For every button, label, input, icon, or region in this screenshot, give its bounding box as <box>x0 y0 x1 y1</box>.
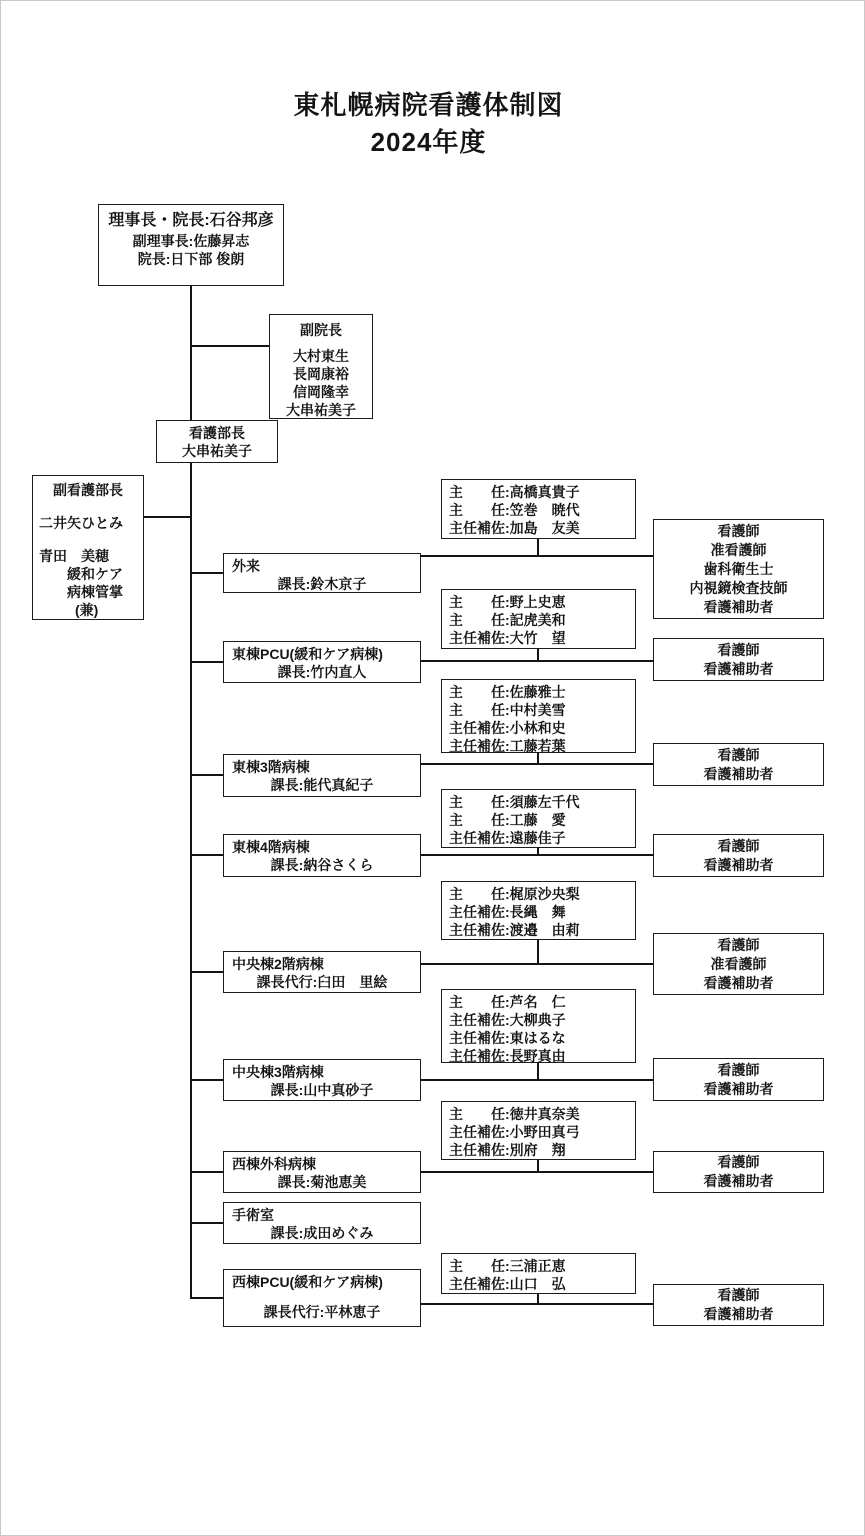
connector-dept-8-left <box>190 1297 223 1299</box>
staff-line: 主任補佐:小林和史 <box>449 720 566 736</box>
staff-line: 主 任:笠巻 暁代 <box>449 502 580 518</box>
team-box-higashi-4f <box>653 834 824 877</box>
team-line: 看護補助者 <box>703 856 774 873</box>
team-line: 看護師 <box>717 837 760 854</box>
staff-box-higashi-pcu <box>441 589 636 649</box>
team-line: 看護補助者 <box>703 974 774 991</box>
staff-line: 主 任:高橋真貴子 <box>449 484 580 500</box>
connector-vice-directors <box>190 345 269 347</box>
team-line: 看護師 <box>717 936 760 953</box>
deputy-nursing-director-box <box>32 475 144 620</box>
team-line: 看護師 <box>717 1061 760 1078</box>
dept-box-higashi-3f <box>223 754 421 797</box>
team-box-higashi-pcu <box>653 638 824 681</box>
page-title-line2: 2024年度 <box>370 127 487 157</box>
executive-line3: 院長:日下部 俊朗 <box>137 251 245 267</box>
connector-dept-2-left <box>190 774 223 776</box>
vice-director-name: 信岡隆幸 <box>293 384 349 400</box>
connector-deputy-nursing-director <box>144 516 191 518</box>
connector-dept-6-left <box>190 1171 223 1173</box>
staff-line: 主任補佐:遠藤佳子 <box>449 830 566 846</box>
connector-staff-7-stub <box>537 1294 539 1304</box>
staff-line: 主 任:中村美雪 <box>449 702 566 718</box>
staff-line: 主 任:三浦正恵 <box>449 1258 566 1274</box>
vice-director-name: 大串祐美子 <box>286 402 356 418</box>
staff-line: 主任補佐:長野真由 <box>449 1048 566 1064</box>
team-line: 看護師 <box>717 641 760 658</box>
connector-staff-0-stub <box>537 539 539 556</box>
staff-line: 主 任:須藤左千代 <box>449 794 580 810</box>
team-line: 看護補助者 <box>703 660 774 677</box>
connector-staff-3-stub <box>537 848 539 855</box>
executive-line2: 副理事長:佐藤昇志 <box>132 233 250 249</box>
staff-line: 主任補佐:小野田真弓 <box>449 1124 580 1140</box>
staff-line: 主任補佐:長縄 舞 <box>449 904 566 920</box>
team-box-higashi-3f <box>653 743 824 786</box>
team-line: 看護師 <box>717 522 760 539</box>
connector-dept-7-left <box>190 1222 223 1224</box>
dept-manager: 課長:成田めぐみ <box>270 1225 374 1241</box>
vice-director-name: 大村東生 <box>293 348 349 364</box>
dept-manager: 課長:菊池恵美 <box>277 1174 367 1190</box>
nursing-director-title: 看護部長 <box>189 425 245 441</box>
dept-name: 東棟PCU(緩和ケア病棟) <box>232 646 383 662</box>
dept-name: 中央棟2階病棟 <box>232 956 324 972</box>
connector-dept-3-left <box>190 854 223 856</box>
executive-line1: 理事長・院長:石谷邦彦 <box>108 212 274 229</box>
team-box-chuo-2f <box>653 933 824 995</box>
staff-line: 主 任:野上史恵 <box>449 594 566 610</box>
vice-director-name: 長岡康裕 <box>293 366 349 382</box>
team-line: 看護補助者 <box>703 1306 774 1322</box>
staff-box-chuo-3f <box>441 989 636 1063</box>
connector-staff-1-stub <box>537 649 539 661</box>
team-box-chuo-3f <box>653 1058 824 1101</box>
dept-manager: 課長:鈴木京子 <box>277 576 367 592</box>
team-line: 看護補助者 <box>703 1173 774 1189</box>
dept-name: 東棟4階病棟 <box>232 839 310 855</box>
staff-box-nishi-pcu <box>441 1253 636 1294</box>
staff-line: 主 任:佐藤雅士 <box>449 684 566 700</box>
staff-line: 主 任:記虎美和 <box>449 612 566 628</box>
staff-line: 主 任:芦名 仁 <box>449 994 566 1010</box>
nursing-director-name: 大串祐美子 <box>182 443 252 459</box>
staff-line: 主 任:徳井真奈美 <box>449 1106 580 1122</box>
dept-manager: 課長:竹内直人 <box>277 664 367 680</box>
dept-box-shujutsushitsu <box>223 1202 421 1244</box>
vice-directors-title: 副院長 <box>300 322 342 338</box>
deputy-nursing-director-note2: 病棟管掌 <box>67 584 123 600</box>
dept-manager: 課長:山中真砂子 <box>270 1082 374 1098</box>
executive-box <box>98 204 284 286</box>
page-title-line1: 東札幌病院看護体制図 <box>293 90 564 120</box>
team-line: 看護師 <box>717 1287 760 1303</box>
deputy-nursing-director-note1: 緩和ケア <box>67 566 123 582</box>
dept-box-chuo-2f <box>223 951 421 993</box>
team-box-nishi-pcu <box>653 1284 824 1326</box>
connector-staff-4-stub <box>537 940 539 964</box>
dept-name: 手術室 <box>232 1207 274 1223</box>
team-box-gairai <box>653 519 824 619</box>
staff-line: 主任補佐:大柳典子 <box>449 1012 566 1028</box>
connector-dept-0-left <box>190 572 223 574</box>
nursing-director-box <box>156 420 278 463</box>
dept-name: 中央棟3階病棟 <box>232 1064 324 1080</box>
vice-directors-box <box>269 314 373 419</box>
dept-name: 西棟外科病棟 <box>232 1156 316 1172</box>
staff-line: 主 任:梶原沙央梨 <box>449 886 580 902</box>
staff-box-higashi-3f <box>441 679 636 753</box>
connector-dept-5-left <box>190 1079 223 1081</box>
staff-box-higashi-4f <box>441 789 636 848</box>
dept-box-gairai <box>223 553 421 593</box>
staff-line: 主任補佐:加島 友美 <box>449 520 580 536</box>
staff-line: 主任補佐:山口 弘 <box>449 1276 566 1292</box>
connector-staff-5-stub <box>537 1063 539 1080</box>
team-line: 看護補助者 <box>703 598 774 615</box>
connector-staff-6-stub <box>537 1160 539 1172</box>
team-box-nishi-geka <box>653 1151 824 1193</box>
team-line: 看護師 <box>717 746 760 763</box>
staff-line: 主任補佐:工藤若葉 <box>449 738 566 754</box>
staff-line: 主任補佐:大竹 望 <box>449 630 566 646</box>
deputy-nursing-director-name1: 二井矢ひとみ <box>39 515 123 531</box>
staff-line: 主任補佐:別府 翔 <box>449 1142 566 1158</box>
staff-line: 主任補佐:東はるな <box>449 1030 566 1046</box>
dept-box-nishi-geka <box>223 1151 421 1193</box>
staff-box-nishi-geka <box>441 1101 636 1160</box>
staff-line: 主任補佐:渡邉 由莉 <box>449 922 580 938</box>
deputy-nursing-director-name2: 青田 美穂 <box>39 548 109 564</box>
dept-manager: 課長代行:平林恵子 <box>263 1304 381 1320</box>
dept-manager: 課長:納谷さくら <box>270 857 374 873</box>
dept-box-chuo-3f <box>223 1059 421 1101</box>
team-line: 看護師 <box>717 1154 760 1170</box>
team-line: 看護補助者 <box>703 1080 774 1097</box>
staff-box-gairai <box>441 479 636 539</box>
staff-box-chuo-2f <box>441 881 636 940</box>
dept-name: 外来 <box>232 558 260 574</box>
page-title <box>1 87 856 161</box>
deputy-nursing-director-title: 副看護部長 <box>53 482 123 498</box>
connector-dept-1-left <box>190 661 223 663</box>
team-line: 歯科衛生士 <box>703 560 774 577</box>
team-line: 准看護師 <box>710 955 767 972</box>
dept-box-higashi-pcu <box>223 641 421 683</box>
dept-box-nishi-pcu <box>223 1269 421 1327</box>
team-line: 准看護師 <box>710 541 767 558</box>
dept-name: 東棟3階病棟 <box>232 759 310 775</box>
deputy-nursing-director-note3: (兼) <box>75 602 99 618</box>
staff-line: 主 任:工藤 愛 <box>449 812 566 828</box>
connector-dept-4-left <box>190 971 223 973</box>
dept-manager: 課長:能代真紀子 <box>270 777 374 793</box>
dept-name: 西棟PCU(緩和ケア病棟) <box>232 1274 383 1290</box>
dept-manager: 課長代行:臼田 里絵 <box>256 974 388 990</box>
dept-box-higashi-4f <box>223 834 421 877</box>
team-line: 内視鏡検査技師 <box>689 579 788 596</box>
team-line: 看護補助者 <box>703 765 774 782</box>
